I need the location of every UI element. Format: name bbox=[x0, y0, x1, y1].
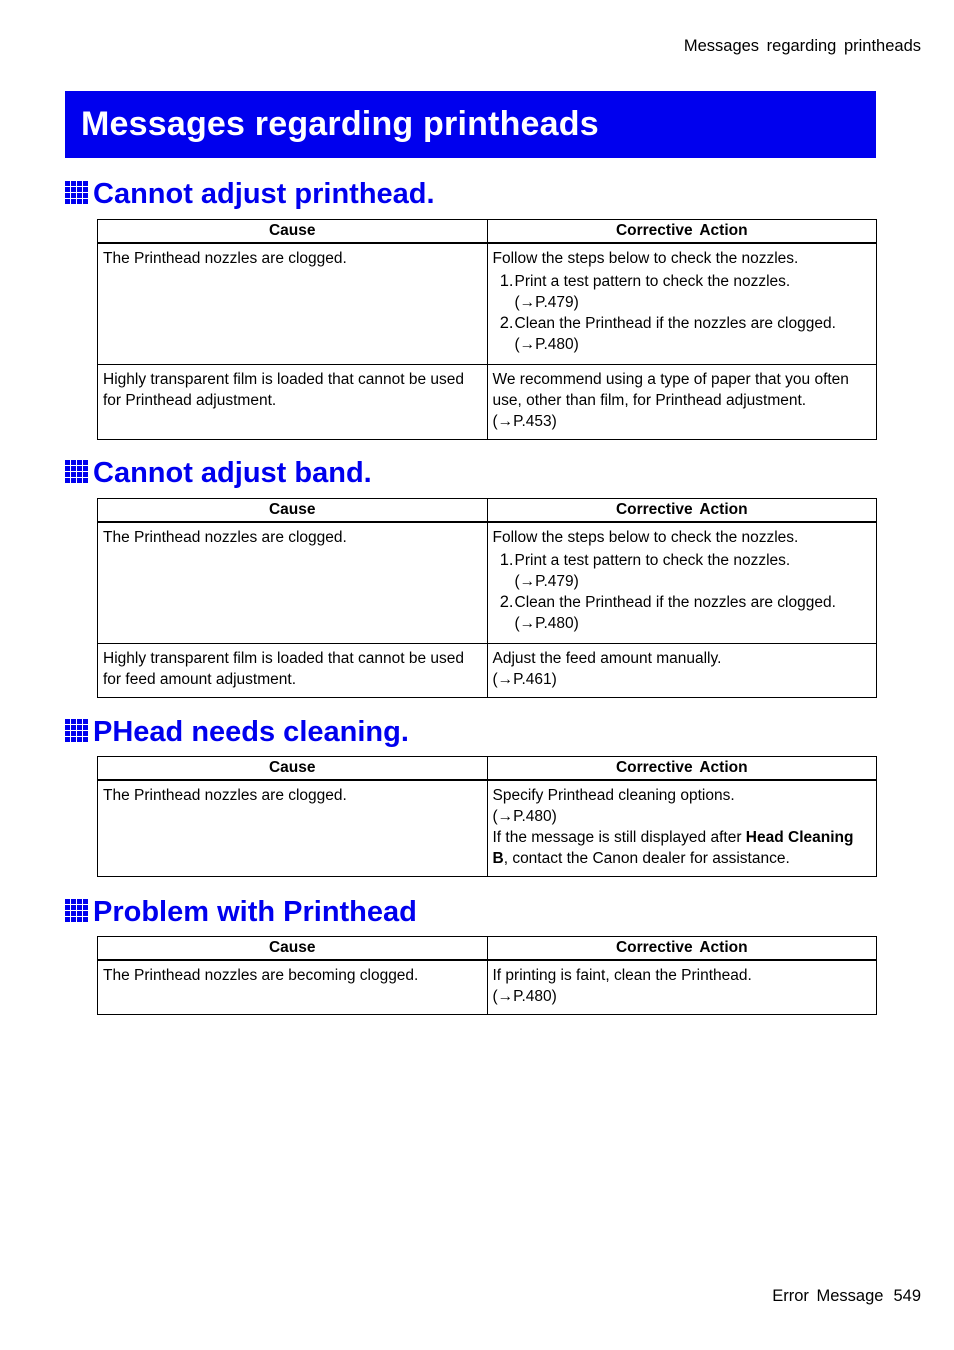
cause-cell: The Printhead nozzles are clogged. bbox=[98, 780, 488, 877]
message-table bbox=[97, 498, 877, 698]
table-row bbox=[98, 960, 877, 1015]
page-title: Messages regarding printheads bbox=[81, 105, 599, 143]
table-header-row bbox=[98, 220, 877, 244]
section-title bbox=[65, 456, 877, 490]
table-header-row bbox=[98, 757, 877, 781]
section-title bbox=[65, 895, 877, 929]
page-number: 549 bbox=[893, 1287, 921, 1305]
action-intro: Follow the steps below to check the nozzles. bbox=[492, 529, 799, 546]
table-row bbox=[98, 780, 877, 877]
cause-cell: The Printhead nozzles are clogged. bbox=[98, 522, 488, 643]
action-cell bbox=[487, 780, 877, 877]
step-text: Print a test pattern to check the nozzles. bbox=[514, 552, 791, 569]
list-item bbox=[493, 313, 872, 355]
cause-cell: The Printhead nozzles are clogged. bbox=[98, 243, 488, 364]
cause-cell: Highly transparent film is loaded that cannot be used for Printhead adjustment. bbox=[98, 364, 488, 439]
action-header: Corrective Action bbox=[487, 220, 877, 244]
section-title-text: Cannot adjust printhead. bbox=[93, 177, 435, 210]
page-title-banner bbox=[65, 91, 876, 158]
page-reference-link[interactable]: (→P.480) bbox=[492, 808, 557, 825]
action-note bbox=[493, 827, 872, 869]
step-text: Print a test pattern to check the nozzles. bbox=[514, 273, 791, 290]
page-reference-link[interactable]: (→P.453) bbox=[492, 412, 557, 430]
section-title-text: PHead needs cleaning. bbox=[93, 715, 409, 748]
section-cannot-adjust-band bbox=[65, 456, 877, 698]
page-reference-link[interactable]: (→P.480) bbox=[492, 988, 557, 1005]
note-text: , contact the Canon dealer for assistance. bbox=[503, 850, 790, 867]
action-cell bbox=[487, 522, 877, 643]
running-header: Messages regarding printheads bbox=[683, 37, 921, 55]
step-number: 2. bbox=[499, 314, 514, 332]
step-text: Clean the Printhead if the nozzles are clogged. bbox=[514, 594, 836, 611]
step-number: 2. bbox=[499, 593, 514, 611]
step-number: 1. bbox=[499, 272, 514, 290]
section-problem-with-printhead bbox=[65, 895, 877, 1015]
step-number: 1. bbox=[499, 551, 514, 569]
action-text: Specify Printhead cleaning options. bbox=[492, 787, 735, 804]
grid-icon bbox=[65, 719, 88, 742]
list-item bbox=[493, 592, 872, 634]
list-item bbox=[493, 550, 872, 592]
section-title-text: Cannot adjust band. bbox=[93, 456, 372, 489]
step-text: Clean the Printhead if the nozzles are clogged. bbox=[514, 315, 836, 332]
steps-list bbox=[493, 271, 872, 355]
cause-header: Cause bbox=[98, 220, 488, 244]
action-cell bbox=[487, 243, 877, 364]
grid-icon bbox=[65, 460, 88, 483]
footer-section-name: Error Message bbox=[772, 1287, 884, 1305]
page-reference-link[interactable]: (→P.479) bbox=[514, 573, 579, 590]
table-row bbox=[98, 243, 877, 364]
list-item bbox=[493, 271, 872, 313]
action-header: Corrective Action bbox=[487, 937, 877, 961]
cause-cell: The Printhead nozzles are becoming clogged. bbox=[98, 960, 488, 1015]
action-intro: Follow the steps below to check the nozzles. bbox=[492, 250, 799, 267]
action-text: We recommend using a type of paper that you often use, other than film, for Printhead adjustment. bbox=[492, 370, 849, 409]
message-table bbox=[97, 756, 877, 877]
page-reference-link[interactable]: (→P.479) bbox=[514, 294, 579, 311]
action-header: Corrective Action bbox=[487, 499, 877, 523]
section-title bbox=[65, 715, 877, 749]
page-reference-link[interactable]: (→P.480) bbox=[514, 615, 579, 632]
section-title bbox=[65, 177, 877, 211]
page-reference-link[interactable]: (→P.461) bbox=[492, 670, 557, 688]
page-footer bbox=[772, 1287, 921, 1306]
action-cell bbox=[487, 643, 877, 697]
grid-icon bbox=[65, 181, 88, 204]
table-row bbox=[98, 364, 877, 439]
cause-header: Cause bbox=[98, 937, 488, 961]
table-header-row bbox=[98, 499, 877, 523]
cause-cell: Highly transparent film is loaded that cannot be used for feed amount adjustment. bbox=[98, 643, 488, 697]
table-row bbox=[98, 643, 877, 697]
menu-option-name: Head Cleaning B bbox=[492, 829, 854, 867]
action-text: If printing is faint, clean the Printhead. bbox=[492, 967, 752, 984]
section-title-text: Problem with Printhead bbox=[93, 895, 417, 928]
section-phead-needs-cleaning bbox=[65, 715, 877, 877]
table-row bbox=[98, 522, 877, 643]
steps-list bbox=[493, 550, 872, 634]
action-header: Corrective Action bbox=[487, 757, 877, 781]
cause-header: Cause bbox=[98, 757, 488, 781]
action-cell bbox=[487, 364, 877, 439]
message-table bbox=[97, 936, 877, 1015]
section-cannot-adjust-printhead bbox=[65, 177, 877, 440]
page-reference-link[interactable]: (→P.480) bbox=[514, 336, 579, 353]
table-header-row bbox=[98, 937, 877, 961]
note-text: If the message is still displayed after bbox=[492, 829, 746, 846]
action-text: Adjust the feed amount manually. bbox=[492, 649, 722, 667]
action-cell bbox=[487, 960, 877, 1015]
cause-header: Cause bbox=[98, 499, 488, 523]
message-table bbox=[97, 219, 877, 440]
grid-icon bbox=[65, 899, 88, 922]
